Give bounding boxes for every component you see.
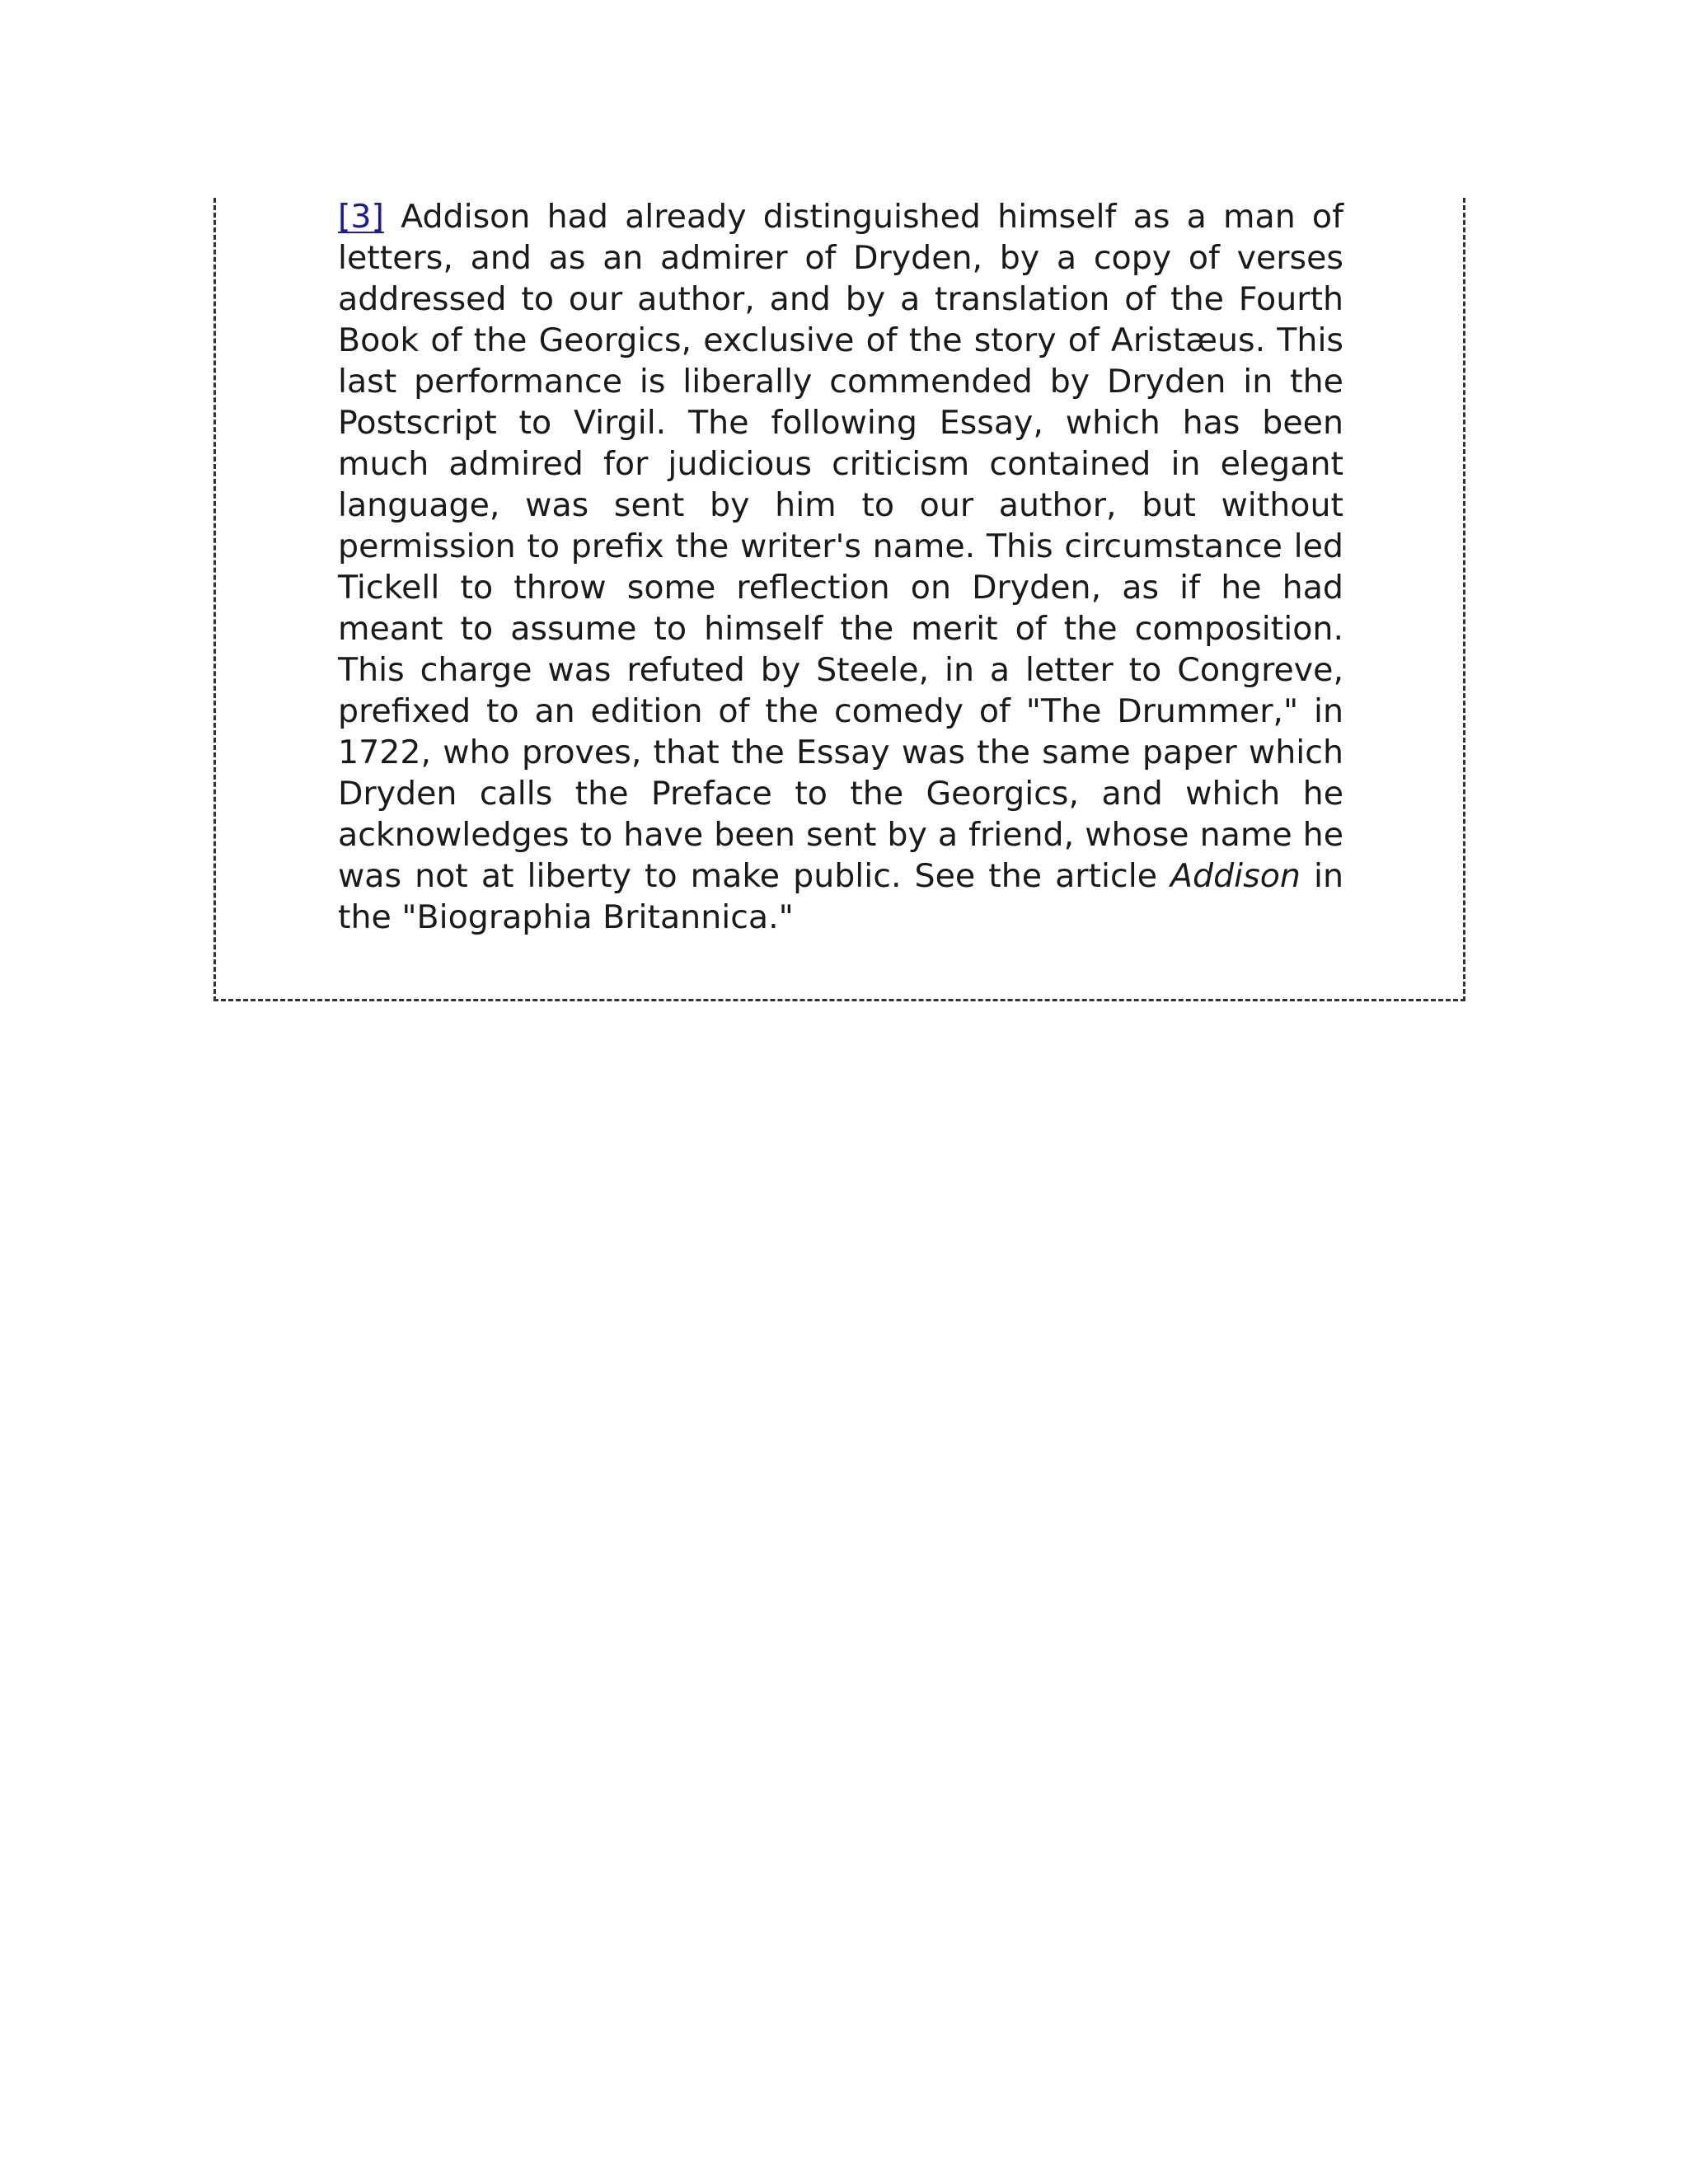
footnote-paragraph (338, 196, 1343, 938)
footnote-text-end: in the "Biographia Britannica." (338, 857, 1343, 936)
footnote-text-main: Addison had already distinguished himself as a man of letters, and as an admirer of Dryden, by a copy of verses addressed to our author, and by a translation of the Fourth Book of the Georgics, exclusive of the story of Aristæus. This last performance is liberally commended by Dryden in the Postscript to Virgil. The following Essay, which has been much admired for judicious criticism contained in elegant language, was sent by him to our author, but without permission to prefix the writer's name. This circumstance led Tickell to throw some reflection on Dryden, as if he had meant to assume to himself the merit of the composition. This charge was refuted by Steele, in a letter to Congreve, prefixed to an edition of the comedy of "The Drummer," in 1722, who proves, that the Essay was the same paper which Dryden calls the Preface to the Georgics, and which he acknowledges to have been sent by a friend, whose name he was not at liberty to make public. See the article (338, 198, 1343, 895)
footnote-italic-term: Addison (1170, 857, 1301, 895)
footnote-reference-link[interactable]: [3] (338, 198, 384, 236)
